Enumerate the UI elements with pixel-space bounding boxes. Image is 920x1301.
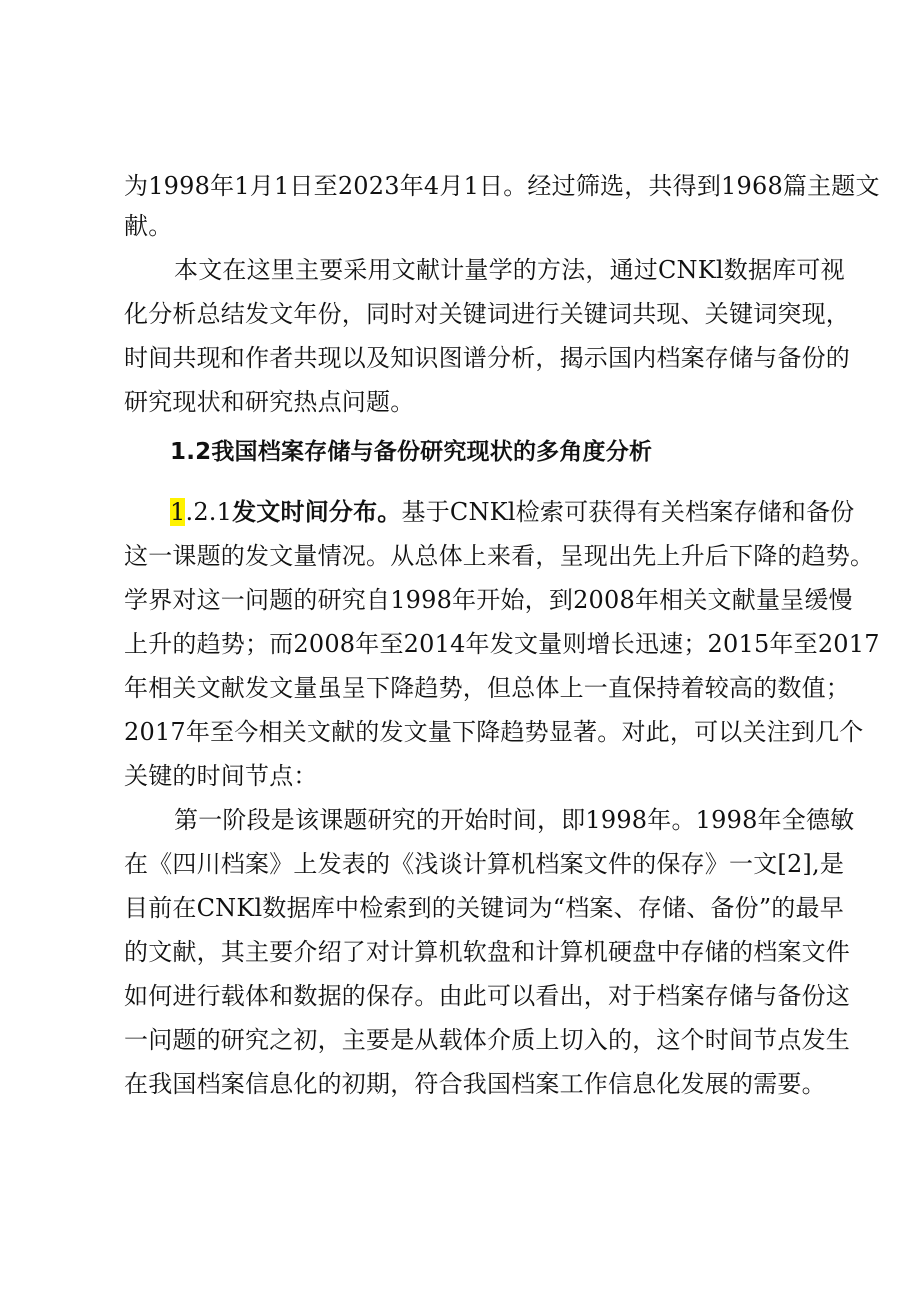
body-text-line: 研究现状和研究热点问题。	[124, 388, 415, 416]
body-text-line: 2017年至今相关文献的发文量下降趋势显著。对此，可以关注到几个	[124, 718, 864, 746]
subsection-title: 发文时间分布。	[232, 498, 402, 526]
body-text-line: 第一阶段是该课题研究的开始时间，即1998年。1998年全德敏	[174, 806, 855, 834]
body-text-line: 关键的时间节点：	[124, 762, 318, 790]
body-text-line: 本文在这里主要采用文献计量学的方法，通过CNKl数据库可视	[174, 256, 845, 284]
body-text-line: 这一课题的发文量情况。从总体上来看，呈现出先上升后下降的趋势。	[124, 542, 875, 570]
body-text-line: 如何进行载体和数据的保存。由此可以看出，对于档案存储与备份这	[124, 982, 850, 1010]
body-text-line: 在我国档案信息化的初期，符合我国档案工作信息化发展的需要。	[124, 1070, 826, 1098]
body-text-line: 时间共现和作者共现以及知识图谱分析，揭示国内档案存储与备份的	[124, 344, 850, 372]
body-text-line: 的文献，其主要介绍了对计算机软盘和计算机硬盘中存储的档案文件	[124, 938, 850, 966]
body-text-line: 年相关文献发文量虽呈下降趋势，但总体上一直保持着较高的数值；	[124, 674, 850, 702]
section-heading: 1.2我国档案存储与备份研究现状的多角度分析	[170, 439, 653, 465]
section-number-rest: .2.1	[185, 498, 233, 526]
body-text-line: 学界对这一问题的研究自1998年开始，到2008年相关文献量呈缓慢	[124, 586, 853, 614]
highlighted-section-number: 1	[170, 498, 186, 526]
body-text-line: 在《四川档案》上发表的《浅谈计算机档案文件的保存》一文[2],是	[124, 850, 845, 878]
body-text-line: 为1998年1月1日至2023年4月1日。经过筛选，共得到1968篇主题文	[124, 172, 880, 200]
body-text-line: 一问题的研究之初，主要是从载体介质上切入的，这个时间节点发生	[124, 1026, 850, 1054]
body-text-fragment: 基于CNKl检索可获得有关档案存储和备份	[401, 498, 855, 526]
body-text-line: 上升的趋势；而2008年至2014年发文量则增长迅速；2015年至2017	[124, 630, 880, 658]
body-text-line: 目前在CNKl数据库中检索到的关键词为“档案、存储、备份”的最早	[124, 894, 844, 922]
body-text-line: 献。	[124, 212, 173, 240]
subsection-first-line	[170, 492, 855, 532]
body-text-line: 化分析总结发文年份，同时对关键词进行关键词共现、关键词突现，	[124, 300, 850, 328]
